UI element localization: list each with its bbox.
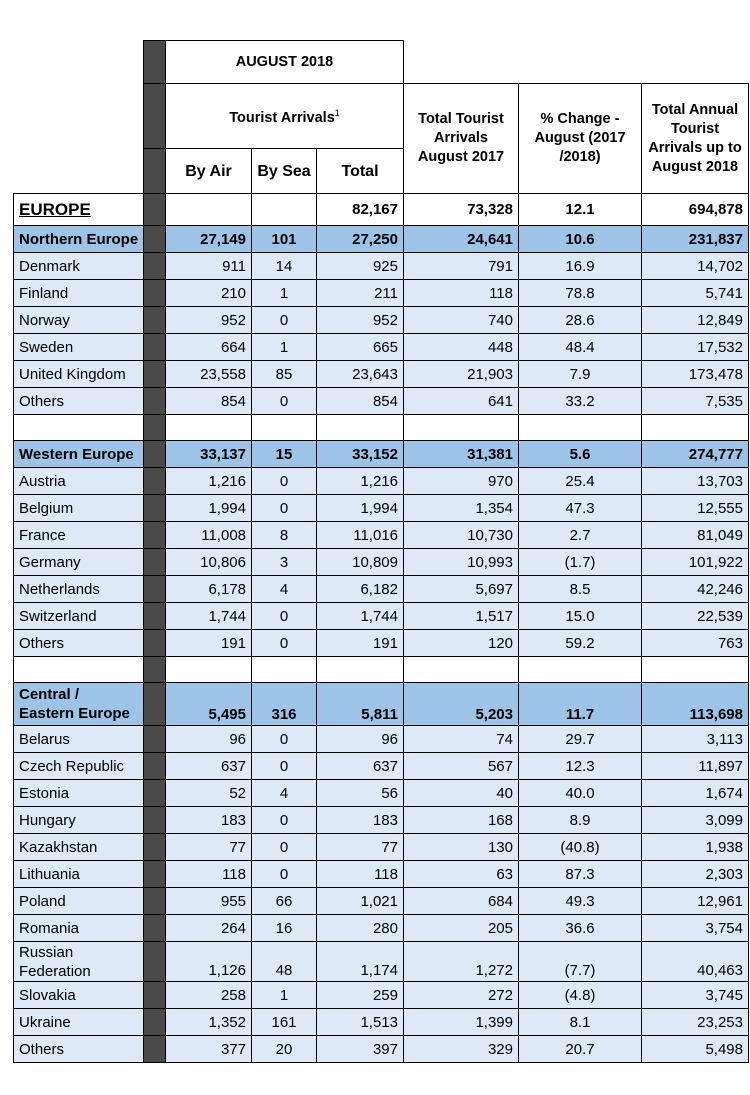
cell-aug2017: 1,272 bbox=[404, 942, 519, 982]
cell-sea: 4 bbox=[252, 780, 317, 807]
table-row bbox=[14, 630, 749, 657]
total-header: Total bbox=[317, 149, 404, 194]
country-label: Belgium bbox=[14, 495, 144, 522]
country-label: Poland bbox=[14, 888, 144, 915]
empty-cell bbox=[252, 657, 317, 683]
table-row bbox=[14, 361, 749, 388]
cell-total: 925 bbox=[317, 253, 404, 280]
cell-annual: 40,463 bbox=[642, 942, 749, 982]
cell-aug2017: 1,399 bbox=[404, 1009, 519, 1036]
cell-annual: 17,532 bbox=[642, 334, 749, 361]
country-label: France bbox=[14, 522, 144, 549]
cell-aug2017: 791 bbox=[404, 253, 519, 280]
cell-change: 10.6 bbox=[519, 226, 642, 253]
country-label: Slovakia bbox=[14, 982, 144, 1009]
cell-air: 854 bbox=[166, 388, 252, 415]
cell-change: 28.6 bbox=[519, 307, 642, 334]
europe-label: EUROPE bbox=[14, 194, 144, 226]
spacer-row bbox=[14, 415, 749, 441]
cell-change: 78.8 bbox=[519, 280, 642, 307]
cell-sea: 0 bbox=[252, 861, 317, 888]
cell-sea: 8 bbox=[252, 522, 317, 549]
cell-annual: 274,777 bbox=[642, 441, 749, 468]
table-row bbox=[14, 1036, 749, 1063]
separator-bar bbox=[144, 307, 166, 334]
cell-total: 191 bbox=[317, 630, 404, 657]
separator-bar bbox=[144, 807, 166, 834]
cell-sea: 66 bbox=[252, 888, 317, 915]
separator-bar bbox=[144, 942, 166, 982]
cell-annual: 3,754 bbox=[642, 915, 749, 942]
europe-total: 82,167 bbox=[317, 194, 404, 226]
region-label: Western Europe bbox=[14, 441, 144, 468]
table-row bbox=[14, 982, 749, 1009]
separator-bar bbox=[144, 334, 166, 361]
cell-change: 8.5 bbox=[519, 576, 642, 603]
country-label: Switzerland bbox=[14, 603, 144, 630]
cell-total: 397 bbox=[317, 1036, 404, 1063]
cell-change: (40.8) bbox=[519, 834, 642, 861]
cell-air: 52 bbox=[166, 780, 252, 807]
cell-aug2017: 168 bbox=[404, 807, 519, 834]
cell-annual: 22,539 bbox=[642, 603, 749, 630]
separator-bar bbox=[144, 576, 166, 603]
country-label: Romania bbox=[14, 915, 144, 942]
cell-aug2017: 21,903 bbox=[404, 361, 519, 388]
by-air-header: By Air bbox=[166, 149, 252, 194]
separator-bar bbox=[144, 84, 166, 149]
cell-change: 7.9 bbox=[519, 361, 642, 388]
cell-sea: 4 bbox=[252, 576, 317, 603]
cell-annual: 2,303 bbox=[642, 861, 749, 888]
cell-total: 665 bbox=[317, 334, 404, 361]
total-aug-2017-header: Total Tourist Arrivals August 2017 bbox=[404, 84, 519, 194]
period-header: AUGUST 2018 bbox=[166, 41, 404, 84]
cell-annual: 81,049 bbox=[642, 522, 749, 549]
cell-total: 10,809 bbox=[317, 549, 404, 576]
cell-total: 56 bbox=[317, 780, 404, 807]
cell-change: 2.7 bbox=[519, 522, 642, 549]
table-row bbox=[14, 915, 749, 942]
empty-cell bbox=[166, 415, 252, 441]
cell-air: 377 bbox=[166, 1036, 252, 1063]
cell-annual: 13,703 bbox=[642, 468, 749, 495]
separator-bar bbox=[144, 549, 166, 576]
tourist-arrivals-table bbox=[13, 40, 749, 1063]
cell-total: 280 bbox=[317, 915, 404, 942]
cell-annual: 7,535 bbox=[642, 388, 749, 415]
separator-bar bbox=[144, 361, 166, 388]
country-label: Kazakhstan bbox=[14, 834, 144, 861]
cell-aug2017: 10,993 bbox=[404, 549, 519, 576]
cell-total: 637 bbox=[317, 753, 404, 780]
cell-sea: 316 bbox=[252, 683, 317, 726]
cell-annual: 12,555 bbox=[642, 495, 749, 522]
cell-annual: 173,478 bbox=[642, 361, 749, 388]
cell-aug2017: 1,354 bbox=[404, 495, 519, 522]
cell-total: 33,152 bbox=[317, 441, 404, 468]
country-label: Estonia bbox=[14, 780, 144, 807]
table-body bbox=[14, 41, 749, 1063]
cell-aug2017: 205 bbox=[404, 915, 519, 942]
cell-total: 1,513 bbox=[317, 1009, 404, 1036]
table-row bbox=[14, 888, 749, 915]
separator-bar bbox=[144, 280, 166, 307]
cell-sea: 0 bbox=[252, 753, 317, 780]
empty-cell bbox=[166, 657, 252, 683]
empty-cell bbox=[642, 415, 749, 441]
cell-sea: 0 bbox=[252, 630, 317, 657]
table-row bbox=[14, 495, 749, 522]
table-row bbox=[14, 753, 749, 780]
cell-total: 77 bbox=[317, 834, 404, 861]
cell-total: 27,250 bbox=[317, 226, 404, 253]
table-row bbox=[14, 942, 749, 982]
europe-annual: 694,878 bbox=[642, 194, 749, 226]
cell-annual: 101,922 bbox=[642, 549, 749, 576]
separator-bar bbox=[144, 630, 166, 657]
separator-bar bbox=[144, 415, 166, 441]
country-label: Russian Federation bbox=[14, 942, 144, 982]
cell-aug2017: 448 bbox=[404, 334, 519, 361]
cell-sea: 101 bbox=[252, 226, 317, 253]
cell-change: 15.0 bbox=[519, 603, 642, 630]
cell-sea: 0 bbox=[252, 468, 317, 495]
cell-sea: 0 bbox=[252, 388, 317, 415]
cell-air: 10,806 bbox=[166, 549, 252, 576]
cell-air: 23,558 bbox=[166, 361, 252, 388]
cell-air: 183 bbox=[166, 807, 252, 834]
table-row bbox=[14, 726, 749, 753]
empty-cell bbox=[14, 415, 144, 441]
country-label: Sweden bbox=[14, 334, 144, 361]
cell-annual: 113,698 bbox=[642, 683, 749, 726]
cell-change: (1.7) bbox=[519, 549, 642, 576]
cell-change: 20.7 bbox=[519, 1036, 642, 1063]
cell-air: 77 bbox=[166, 834, 252, 861]
country-label: Others bbox=[14, 1036, 144, 1063]
cell-annual: 3,099 bbox=[642, 807, 749, 834]
europe-sea bbox=[252, 194, 317, 226]
cell-total: 259 bbox=[317, 982, 404, 1009]
cell-total: 118 bbox=[317, 861, 404, 888]
footnote-mark: 1 bbox=[334, 108, 340, 119]
separator-bar bbox=[144, 149, 166, 194]
cell-change: 36.6 bbox=[519, 915, 642, 942]
table-row bbox=[14, 307, 749, 334]
cell-air: 96 bbox=[166, 726, 252, 753]
separator-bar bbox=[144, 495, 166, 522]
cell-total: 11,016 bbox=[317, 522, 404, 549]
separator-bar bbox=[144, 915, 166, 942]
cell-air: 191 bbox=[166, 630, 252, 657]
country-label: Austria bbox=[14, 468, 144, 495]
separator-bar bbox=[144, 226, 166, 253]
cell-aug2017: 740 bbox=[404, 307, 519, 334]
cell-air: 27,149 bbox=[166, 226, 252, 253]
cell-annual: 3,745 bbox=[642, 982, 749, 1009]
cell-total: 1,994 bbox=[317, 495, 404, 522]
cell-air: 1,216 bbox=[166, 468, 252, 495]
cell-sea: 0 bbox=[252, 495, 317, 522]
cell-aug2017: 31,381 bbox=[404, 441, 519, 468]
cell-change: 33.2 bbox=[519, 388, 642, 415]
cell-sea: 0 bbox=[252, 603, 317, 630]
cell-total: 1,216 bbox=[317, 468, 404, 495]
country-label: Denmark bbox=[14, 253, 144, 280]
cell-total: 96 bbox=[317, 726, 404, 753]
cell-annual: 12,961 bbox=[642, 888, 749, 915]
empty-cell bbox=[317, 415, 404, 441]
table-row bbox=[14, 576, 749, 603]
europe-air bbox=[166, 194, 252, 226]
empty-cell bbox=[519, 657, 642, 683]
cell-annual: 11,897 bbox=[642, 753, 749, 780]
cell-total: 1,021 bbox=[317, 888, 404, 915]
cell-aug2017: 130 bbox=[404, 834, 519, 861]
cell-change: 5.6 bbox=[519, 441, 642, 468]
empty-cell bbox=[404, 415, 519, 441]
cell-air: 1,126 bbox=[166, 942, 252, 982]
cell-sea: 14 bbox=[252, 253, 317, 280]
header-row-period bbox=[14, 41, 749, 84]
region-row bbox=[14, 226, 749, 253]
header-corner-blank bbox=[14, 41, 144, 194]
cell-total: 952 bbox=[317, 307, 404, 334]
cell-sea: 85 bbox=[252, 361, 317, 388]
cell-change: (7.7) bbox=[519, 942, 642, 982]
europe-aug2017: 73,328 bbox=[404, 194, 519, 226]
cell-air: 664 bbox=[166, 334, 252, 361]
separator-bar bbox=[144, 982, 166, 1009]
cell-change: 87.3 bbox=[519, 861, 642, 888]
cell-air: 1,994 bbox=[166, 495, 252, 522]
country-label: Norway bbox=[14, 307, 144, 334]
cell-sea: 0 bbox=[252, 726, 317, 753]
cell-total: 211 bbox=[317, 280, 404, 307]
separator-bar bbox=[144, 388, 166, 415]
cell-change: 59.2 bbox=[519, 630, 642, 657]
cell-air: 6,178 bbox=[166, 576, 252, 603]
separator-bar bbox=[144, 683, 166, 726]
separator-bar bbox=[144, 657, 166, 683]
cell-air: 210 bbox=[166, 280, 252, 307]
cell-annual: 763 bbox=[642, 630, 749, 657]
cell-air: 264 bbox=[166, 915, 252, 942]
cell-sea: 0 bbox=[252, 807, 317, 834]
cell-sea: 0 bbox=[252, 307, 317, 334]
cell-change: 29.7 bbox=[519, 726, 642, 753]
country-label: Others bbox=[14, 630, 144, 657]
separator-bar bbox=[144, 726, 166, 753]
region-label: Northern Europe bbox=[14, 226, 144, 253]
separator-bar bbox=[144, 468, 166, 495]
table-row bbox=[14, 253, 749, 280]
country-label: Czech Republic bbox=[14, 753, 144, 780]
cell-change: 12.3 bbox=[519, 753, 642, 780]
cell-change: 49.3 bbox=[519, 888, 642, 915]
separator-bar bbox=[144, 1036, 166, 1063]
cell-aug2017: 40 bbox=[404, 780, 519, 807]
table-row bbox=[14, 834, 749, 861]
cell-total: 5,811 bbox=[317, 683, 404, 726]
cell-air: 118 bbox=[166, 861, 252, 888]
cell-aug2017: 272 bbox=[404, 982, 519, 1009]
country-label: Ukraine bbox=[14, 1009, 144, 1036]
cell-aug2017: 970 bbox=[404, 468, 519, 495]
cell-aug2017: 5,697 bbox=[404, 576, 519, 603]
table-row bbox=[14, 468, 749, 495]
cell-aug2017: 684 bbox=[404, 888, 519, 915]
table-row bbox=[14, 280, 749, 307]
cell-total: 6,182 bbox=[317, 576, 404, 603]
cell-change: 8.9 bbox=[519, 807, 642, 834]
cell-aug2017: 5,203 bbox=[404, 683, 519, 726]
cell-air: 637 bbox=[166, 753, 252, 780]
cell-total: 183 bbox=[317, 807, 404, 834]
empty-cell bbox=[317, 657, 404, 683]
separator-bar bbox=[144, 861, 166, 888]
cell-annual: 3,113 bbox=[642, 726, 749, 753]
annual-total-header: Total Annual Tourist Arrivals up to August 2018 bbox=[642, 84, 749, 194]
cell-annual: 14,702 bbox=[642, 253, 749, 280]
cell-aug2017: 118 bbox=[404, 280, 519, 307]
country-label: Finland bbox=[14, 280, 144, 307]
empty-cell bbox=[642, 657, 749, 683]
cell-annual: 23,253 bbox=[642, 1009, 749, 1036]
separator-bar bbox=[144, 834, 166, 861]
cell-sea: 15 bbox=[252, 441, 317, 468]
europe-change: 12.1 bbox=[519, 194, 642, 226]
table-row bbox=[14, 388, 749, 415]
cell-annual: 5,741 bbox=[642, 280, 749, 307]
cell-sea: 1 bbox=[252, 334, 317, 361]
cell-total: 854 bbox=[317, 388, 404, 415]
country-label: Lithuania bbox=[14, 861, 144, 888]
cell-sea: 161 bbox=[252, 1009, 317, 1036]
table-row bbox=[14, 861, 749, 888]
table-row bbox=[14, 603, 749, 630]
separator-bar bbox=[144, 753, 166, 780]
cell-aug2017: 24,641 bbox=[404, 226, 519, 253]
table-row bbox=[14, 549, 749, 576]
cell-sea: 1 bbox=[252, 280, 317, 307]
cell-sea: 16 bbox=[252, 915, 317, 942]
cell-air: 952 bbox=[166, 307, 252, 334]
cell-aug2017: 1,517 bbox=[404, 603, 519, 630]
cell-air: 33,137 bbox=[166, 441, 252, 468]
cell-sea: 3 bbox=[252, 549, 317, 576]
cell-annual: 5,498 bbox=[642, 1036, 749, 1063]
table-row bbox=[14, 807, 749, 834]
cell-sea: 0 bbox=[252, 834, 317, 861]
cell-annual: 12,849 bbox=[642, 307, 749, 334]
cell-air: 5,495 bbox=[166, 683, 252, 726]
empty-cell bbox=[404, 657, 519, 683]
cell-change: 8.1 bbox=[519, 1009, 642, 1036]
cell-aug2017: 329 bbox=[404, 1036, 519, 1063]
cell-change: 11.7 bbox=[519, 683, 642, 726]
cell-aug2017: 567 bbox=[404, 753, 519, 780]
country-label: Belarus bbox=[14, 726, 144, 753]
country-label: Hungary bbox=[14, 807, 144, 834]
cell-air: 1,744 bbox=[166, 603, 252, 630]
separator-bar bbox=[144, 888, 166, 915]
cell-change: 40.0 bbox=[519, 780, 642, 807]
cell-air: 911 bbox=[166, 253, 252, 280]
by-sea-header: By Sea bbox=[252, 149, 317, 194]
separator-bar bbox=[144, 1009, 166, 1036]
cell-annual: 231,837 bbox=[642, 226, 749, 253]
cell-annual: 42,246 bbox=[642, 576, 749, 603]
cell-total: 23,643 bbox=[317, 361, 404, 388]
region-row bbox=[14, 683, 749, 726]
table-row bbox=[14, 522, 749, 549]
cell-air: 11,008 bbox=[166, 522, 252, 549]
region-label: Central / Eastern Europe bbox=[14, 683, 144, 726]
separator-bar bbox=[144, 194, 166, 226]
spacer-row bbox=[14, 657, 749, 683]
table-row bbox=[14, 1009, 749, 1036]
country-label: Netherlands bbox=[14, 576, 144, 603]
country-label: Germany bbox=[14, 549, 144, 576]
empty-cell bbox=[14, 657, 144, 683]
tourist-arrivals-label: Tourist Arrivals bbox=[229, 109, 335, 126]
table-row bbox=[14, 334, 749, 361]
country-label: Others bbox=[14, 388, 144, 415]
europe-total-row bbox=[14, 194, 749, 226]
cell-sea: 1 bbox=[252, 982, 317, 1009]
cell-change: 47.3 bbox=[519, 495, 642, 522]
header-top-blank bbox=[404, 41, 749, 84]
cell-annual: 1,674 bbox=[642, 780, 749, 807]
table-row bbox=[14, 780, 749, 807]
country-label: United Kingdom bbox=[14, 361, 144, 388]
cell-change: (4.8) bbox=[519, 982, 642, 1009]
cell-change: 25.4 bbox=[519, 468, 642, 495]
cell-sea: 48 bbox=[252, 942, 317, 982]
cell-aug2017: 74 bbox=[404, 726, 519, 753]
cell-change: 48.4 bbox=[519, 334, 642, 361]
cell-annual: 1,938 bbox=[642, 834, 749, 861]
cell-total: 1,174 bbox=[317, 942, 404, 982]
separator-bar bbox=[144, 780, 166, 807]
cell-air: 1,352 bbox=[166, 1009, 252, 1036]
cell-aug2017: 120 bbox=[404, 630, 519, 657]
separator-bar bbox=[144, 603, 166, 630]
cell-aug2017: 63 bbox=[404, 861, 519, 888]
cell-air: 258 bbox=[166, 982, 252, 1009]
cell-aug2017: 10,730 bbox=[404, 522, 519, 549]
empty-cell bbox=[519, 415, 642, 441]
separator-bar bbox=[144, 522, 166, 549]
cell-air: 955 bbox=[166, 888, 252, 915]
cell-total: 1,744 bbox=[317, 603, 404, 630]
separator-bar bbox=[144, 41, 166, 84]
empty-cell bbox=[252, 415, 317, 441]
region-row bbox=[14, 441, 749, 468]
separator-bar bbox=[144, 253, 166, 280]
cell-sea: 20 bbox=[252, 1036, 317, 1063]
tourist-arrivals-header bbox=[166, 84, 404, 149]
cell-change: 16.9 bbox=[519, 253, 642, 280]
cell-aug2017: 641 bbox=[404, 388, 519, 415]
pct-change-header: % Change - August (2017 /2018) bbox=[519, 84, 642, 194]
separator-bar bbox=[144, 441, 166, 468]
